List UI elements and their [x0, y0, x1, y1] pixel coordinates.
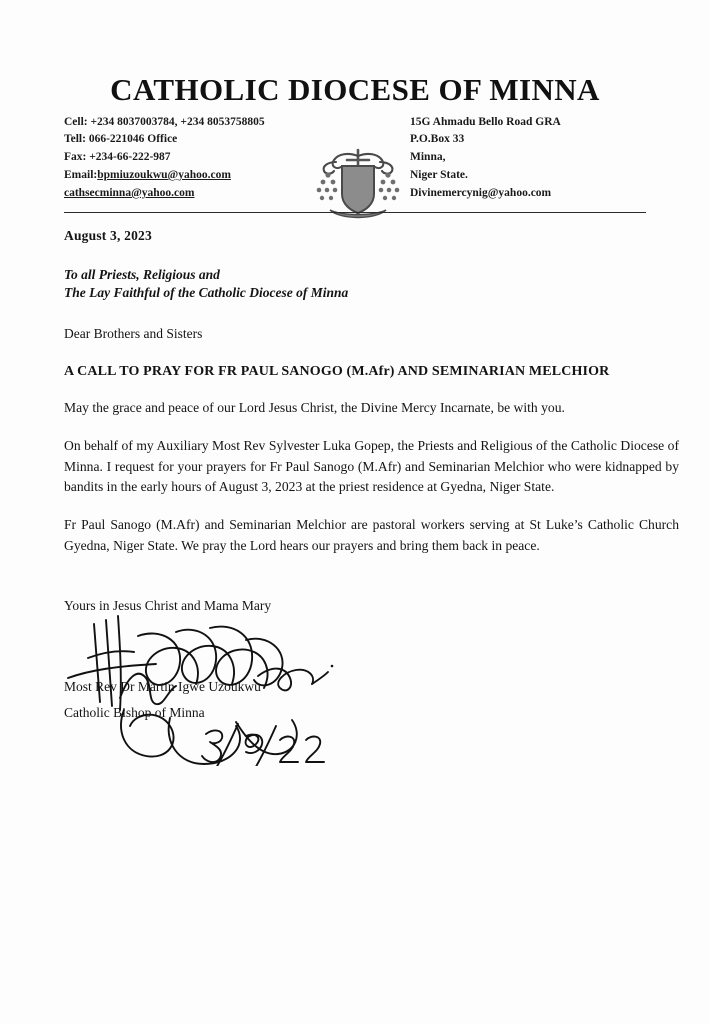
contact-cell: Cell: +234 8037003784, +234 8053758805: [64, 115, 265, 128]
signatory-name: Most Rev Dr Martin Igwe Uzoukwu: [64, 679, 261, 695]
address-city: Minna,: [410, 151, 446, 164]
salutation: Dear Brothers and Sisters: [64, 326, 203, 342]
paragraph-greeting: May the grace and peace of our Lord Jesus Christ, the Divine Mercy Incarnate, be with you.: [64, 400, 565, 416]
letterhead-columns: [64, 114, 646, 206]
contact-fax: Fax: +234-66-222-987: [64, 151, 171, 164]
signatory-title: Catholic Bishop of Minna: [64, 705, 205, 721]
contact-tell: Tell: 066-221046 Office: [64, 133, 178, 146]
email-divine-mercy[interactable]: Divinemercynig@yahoo.com: [410, 186, 552, 199]
address-street: 15G Ahmadu Bello Road GRA: [410, 115, 561, 128]
addressee-line-1: To all Priests, Religious and: [64, 267, 220, 282]
address-block-right: [410, 114, 650, 203]
letterhead: [64, 74, 646, 206]
paragraph-request: On behalf of my Auxiliary Most Rev Sylvester Luka Gopep, the Priests and Religious of the Catholic Diocese of Minna. I request for your prayers for Fr Paul Sanogo (M.Afr) and Seminarian Melchior who were kidnapped by bandits in the early hours of August 3, 2023 at the priest residence at Gyedna, Niger State.: [64, 438, 679, 495]
email-label: Email:: [64, 168, 98, 181]
closing-line: Yours in Jesus Christ and Mama Mary: [64, 598, 272, 614]
letterhead-divider: [64, 212, 646, 213]
contact-email-row: [64, 167, 334, 185]
letter-headline: A CALL TO PRAY FOR FR PAUL SANOGO (M.Afr) AND SEMINARIAN MELCHIOR: [64, 364, 610, 380]
letter-body: [64, 228, 679, 726]
organization-title: CATHOLIC DIOCESE OF MINNA: [110, 72, 600, 107]
email-bishop[interactable]: bpmiuzoukwu@yahoo.com: [97, 168, 231, 181]
address-state: Niger State.: [410, 168, 468, 181]
signatory-block: [64, 674, 679, 725]
paragraph-context: Fr Paul Sanogo (M.Afr) and Seminarian Melchior are pastoral workers serving at St Luke’s Catholic Church Gyedna, Niger State. We pray the Lord hears our prayers and bring them back in peace.: [64, 517, 679, 553]
addressee-block: [64, 266, 679, 302]
addressee-line-2: The Lay Faithful of the Catholic Diocese of Minna: [64, 285, 349, 301]
letter-date: August 3, 2023: [64, 228, 152, 243]
contact-block-left: [64, 114, 334, 203]
address-po-box: P.O.Box 33: [410, 133, 465, 146]
email-secretary[interactable]: cathsecminna@yahoo.com: [64, 186, 195, 199]
coat-of-arms-icon: [306, 142, 410, 220]
